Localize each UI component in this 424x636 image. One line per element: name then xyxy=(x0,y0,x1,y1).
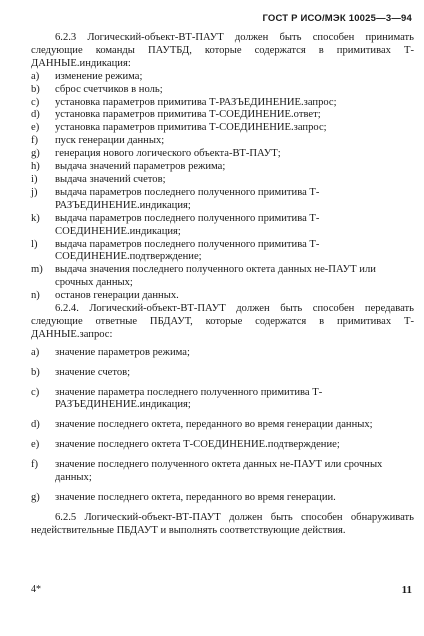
list-item xyxy=(31,161,414,174)
list-item xyxy=(31,347,414,360)
list-item-marker: h) xyxy=(31,161,40,173)
list-item xyxy=(31,71,414,84)
list-item-marker: e) xyxy=(31,439,40,451)
list-item-marker: g) xyxy=(31,492,40,503)
response-list xyxy=(31,347,414,505)
list-item xyxy=(31,213,414,239)
list-item xyxy=(31,148,414,161)
command-list xyxy=(31,71,414,303)
page-number: 11 xyxy=(401,584,412,596)
list-item-text: значение параметра последнего полученного примитива Т-РАЗЪЕДИНЕНИЕ.индикация; xyxy=(55,386,323,411)
page-header: ГОСТ Р ИСО/МЭК 10025—3—94 xyxy=(262,13,412,24)
list-item-marker: a) xyxy=(31,70,40,82)
list-item xyxy=(31,290,414,303)
list-item-text: значение последнего октета, переданного во время генерации данных; xyxy=(55,419,373,431)
paragraph-6-2-3: 6.2.3 Логический-объект-ВТ-ПАУТ должен быть способен принимать следующие команды ПАУТБД, которые содержатся в примитивах Т-ДАННЫЕ.индикация: xyxy=(31,32,414,69)
list-item xyxy=(31,187,414,213)
list-item-marker: f) xyxy=(31,135,39,147)
list-item-text: останов генерации данных. xyxy=(55,290,179,302)
list-item-marker: c) xyxy=(31,96,40,108)
list-item xyxy=(31,174,414,187)
list-item-text: установка параметров примитива Т-РАЗЪЕДИНЕНИЕ.запрос; xyxy=(55,96,337,108)
list-item xyxy=(31,122,414,135)
list-item xyxy=(31,239,414,265)
list-item-text: сброс счетчиков в ноль; xyxy=(55,83,163,95)
list-item-text: выдача параметров последнего полученного примитива Т-СОЕДИНЕНИЕ.индикация; xyxy=(55,212,320,237)
list-item-text: выдача параметров последнего полученного примитива Т-РАЗЪЕДИНЕНИЕ.индикация; xyxy=(55,186,320,211)
document-body xyxy=(31,32,414,538)
list-item-marker: a) xyxy=(31,346,40,358)
list-item-marker: b) xyxy=(31,366,40,378)
list-item-marker: k) xyxy=(31,212,40,224)
list-item-marker: g) xyxy=(31,148,40,160)
list-item xyxy=(31,97,414,110)
list-item xyxy=(31,419,414,432)
list-item xyxy=(31,264,414,290)
list-item-marker: b) xyxy=(31,83,40,95)
list-item xyxy=(31,84,414,97)
list-item xyxy=(31,459,414,485)
list-item-text: значение последнего октета Т-СОЕДИНЕНИЕ.подтверждение; xyxy=(55,439,340,451)
list-item xyxy=(31,492,414,505)
list-item-marker: i) xyxy=(31,173,38,185)
list-item xyxy=(31,109,414,122)
list-item xyxy=(31,439,414,452)
list-item-text: установка параметров примитива Т-СОЕДИНЕНИЕ.ответ; xyxy=(55,109,321,121)
list-item xyxy=(31,387,414,413)
list-item-text: значение последнего полученного октета данных не-ПАУТ или срочных данных; xyxy=(55,459,383,484)
list-item-marker: f) xyxy=(31,459,39,471)
list-item-text: выдача значений параметров режима; xyxy=(55,161,226,173)
list-item-marker: d) xyxy=(31,109,40,121)
list-item-marker: e) xyxy=(31,122,40,134)
list-item-text: значение последнего октета, переданного во время генерации. xyxy=(55,492,336,503)
list-item-text: выдача значения последнего полученного октета данных не-ПАУТ или срочных данных; xyxy=(55,264,376,289)
footer-mark: 4* xyxy=(31,584,41,595)
list-item-text: значение параметров режима; xyxy=(55,346,190,358)
list-item-text: выдача параметров последнего полученного примитива Т-СОЕДИНЕНИЕ.подтверждение; xyxy=(55,238,320,263)
list-item-marker: l) xyxy=(31,238,38,250)
list-item-marker: m) xyxy=(31,264,43,276)
list-item-text: выдача значений счетов; xyxy=(55,173,166,185)
list-item-text: значение счетов; xyxy=(55,366,131,378)
list-item-text: пуск генерации данных; xyxy=(55,135,165,147)
list-item-marker: j) xyxy=(31,186,38,198)
paragraph-6-2-5: 6.2.5 Логический-объект-ВТ-ПАУТ должен быть способен обнаруживать недействительные ПБДАУТ и выполнять соответствующие действия. xyxy=(31,511,414,536)
list-item-text: изменение режима; xyxy=(55,70,143,82)
list-item-text: генерация нового логического объекта-ВТ-ПАУТ; xyxy=(55,148,281,160)
list-item xyxy=(31,135,414,148)
list-item-marker: c) xyxy=(31,386,40,398)
list-item-text: установка параметров примитива Т-СОЕДИНЕНИЕ.запрос; xyxy=(55,122,327,134)
paragraph-6-2-4: 6.2.4. Логический-объект-ВТ-ПАУТ должен быть способен передавать следующие ответные ПБДАУТ, которые содержатся в примитивах Т-ДАННЫЕ.запрос: xyxy=(31,303,414,340)
list-item-marker: d) xyxy=(31,419,40,431)
list-item-marker: n) xyxy=(31,290,40,302)
list-item xyxy=(31,367,414,380)
